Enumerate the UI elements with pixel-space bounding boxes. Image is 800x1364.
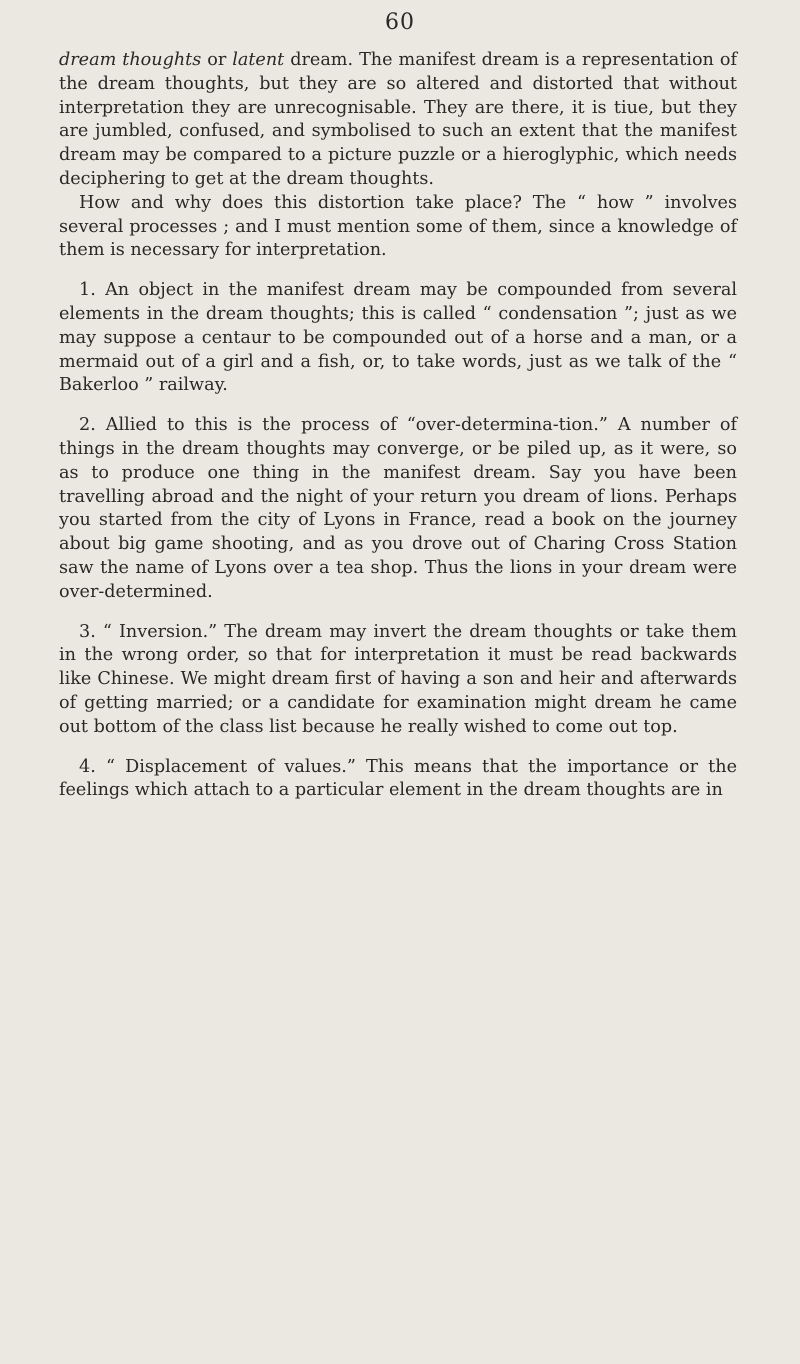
text-fragment: or — [201, 50, 233, 70]
paragraph-inversion: 3. “ Inversion.” The dream may invert the dream thoughts or take them in the wrong order, so that for interpretation it must be read backwards like Chinese. We might dream first of having a son and heir and afterwards of getting married; or a candidate for examination might dream he came out bottom of the class list because he really wished to come out top. — [59, 621, 737, 737]
paragraph-how-and-why: How and why does this distortion take place? The “ how ” involves several processes ; and I must mention some of them, since a knowledge of them is necessary for interpretation. — [59, 192, 737, 261]
body-text — [59, 49, 737, 803]
paragraph-displacement: 4. “ Displacement of values.” This means that the importance or the feelings which attach to a particular element in the dream thoughts are in — [59, 756, 737, 801]
paragraph-continuation — [59, 49, 737, 192]
italic-term-latent: latent — [232, 50, 285, 70]
italic-term-dream-thoughts: dream thoughts — [59, 50, 202, 70]
page-number: 60 — [385, 10, 415, 35]
paragraph-condensation: 1. An object in the manifest dream may be compounded from several elements in the dream thoughts; this is called “ condensation ”; just as we may suppose a centaur to be compounded out of a horse and a man, or a mermaid out of a girl and a fish, or, to take words, just as we talk of the “ Bakerloo ” railway. — [59, 280, 737, 396]
text-fragment: dream. The manifest dream is a representation of the dream thoughts, but they are so altered and distorted that without interpretation they are unrecognisable. They are there, it is tiue, but they are jumbled, confused, and symbolised to such an extent that the manifest dream may be compared to a picture puzzle or a hieroglyphic, which needs deciphering to get at the dream thoughts. — [59, 50, 737, 189]
paragraph-over-determination: 2. Allied to this is the process of “over-determina-tion.” A number of things in the dream thoughts may converge, or be piled up, as it were, so as to produce one thing in the manifest dream. Say you have been travelling abroad and the night of your return you dream of lions. Perhaps you started from the city of Lyons in France, read a book on the journey about big game shooting, and as you drove out of Charing Cross Station saw the name of Lyons over a tea shop. Thus the lions in your dream were over-determined. — [59, 415, 737, 602]
